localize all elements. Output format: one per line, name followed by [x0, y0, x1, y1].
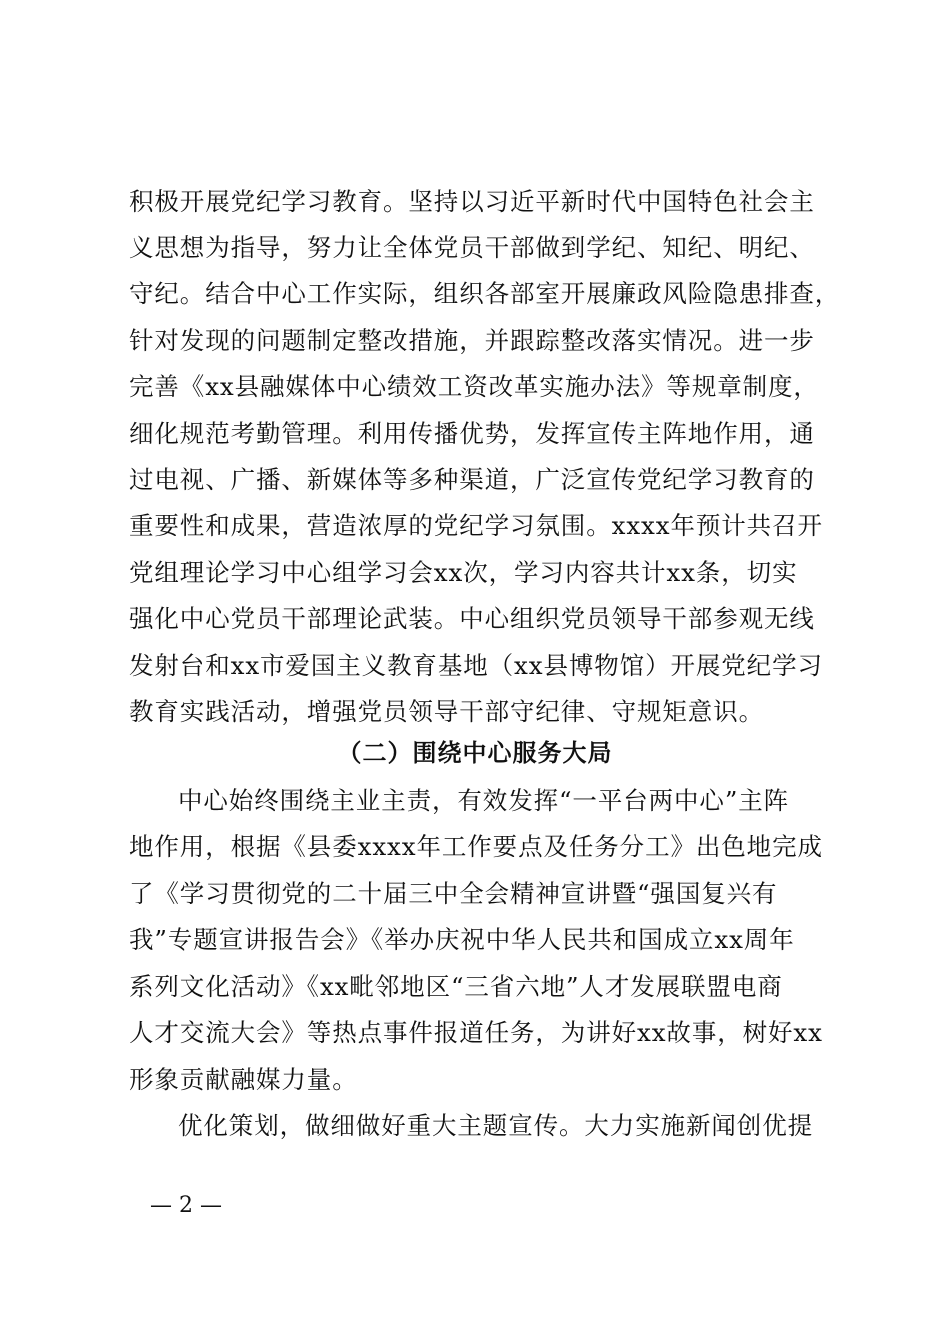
body-text-line: 强化中心党员干部理论武装。中心组织党员领导干部参观无线: [129, 604, 815, 633]
body-text-line: 义思想为指导，努力让全体党员干部做到学纪、知纪、明纪、: [129, 233, 815, 262]
body-text-line: 我”专题宣讲报告会》《举办庆祝中华人民共和国成立xx周年: [129, 925, 795, 954]
body-text-line: 中心始终围绕主业主责，有效发挥“一平台两中心”主阵: [178, 786, 790, 815]
body-text-line: 系列文化活动》《xx毗邻地区“三省六地”人才发展联盟电商: [129, 972, 783, 1001]
page-number: — 2 —: [150, 1193, 222, 1218]
body-text-line: 党组理论学习中心组学习会xx次，学习内容共计xx条，切实: [129, 558, 798, 587]
body-text-line: 教育实践活动，增强党员领导干部守纪律、守规矩意识。: [129, 697, 764, 726]
body-text-line: 针对发现的问题制定整改措施，并跟踪整改落实情况。进一步: [129, 326, 815, 355]
body-text-line: 发射台和xx市爱国主义教育基地（xx县博物馆）开展党纪学习: [129, 651, 823, 680]
body-text-line: 地作用，根据《县委xxxx年工作要点及任务分工》出色地完成: [129, 832, 823, 861]
body-text-line: 形象贡献融媒力量。: [129, 1065, 358, 1094]
section-heading: （二）围绕中心服务大局: [337, 738, 613, 767]
body-text-line: 重要性和成果，营造浓厚的党纪学习氛围。xxxx年预计共召开: [129, 511, 823, 540]
body-text-line: 守纪。结合中心工作实际，组织各部室开展廉政风险隐患排查，: [129, 279, 841, 308]
body-text-line: 细化规范考勤管理。利用传播优势，发挥宣传主阵地作用，通: [129, 419, 815, 448]
body-text-line: 了《学习贯彻党的二十届三中全会精神宣讲暨“强国复兴有: [129, 879, 778, 908]
body-text-line: 过电视、广播、新媒体等多种渠道，广泛宣传党纪学习教育的: [129, 465, 815, 494]
body-text-line: 优化策划，做细做好重大主题宣传。大力实施新闻创优提: [178, 1111, 813, 1140]
body-text-line: 积极开展党纪学习教育。坚持以习近平新时代中国特色社会主: [129, 187, 815, 216]
body-text-line: 人才交流大会》等热点事件报道任务，为讲好xx故事，树好xx: [129, 1018, 823, 1047]
body-text-line: 完善《xx县融媒体中心绩效工资改革实施办法》等规章制度，: [129, 372, 819, 401]
